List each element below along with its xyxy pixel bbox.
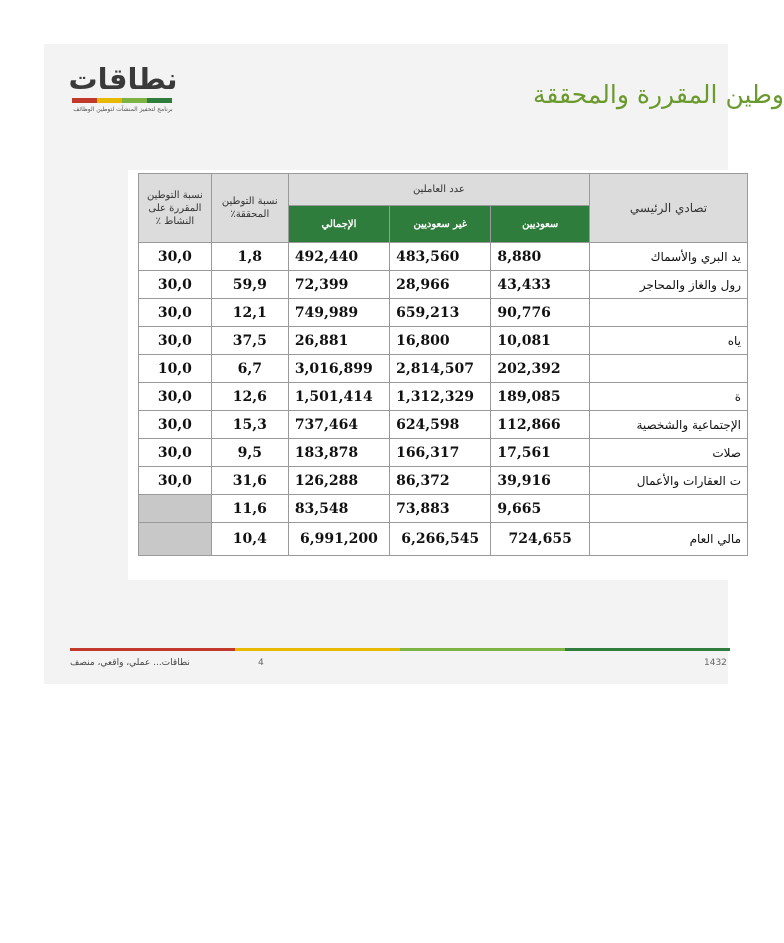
header-workers-group: عدد العاملين xyxy=(288,174,589,206)
cell-required: 30,0 xyxy=(139,383,212,411)
header-required-ratio: نسبة التوطين المقررة على النشاط ٪ xyxy=(139,174,212,243)
cell-non-saudi: 166,317 xyxy=(390,439,491,467)
cell-non-saudi: 1,312,329 xyxy=(390,383,491,411)
logo-subtitle: برنامج لتحفيز المنشآت لتوطين الوظائف xyxy=(73,106,173,113)
cell-achieved: 1,8 xyxy=(211,243,288,271)
cell-activity: ياه xyxy=(590,327,748,355)
logo-wordmark: نطاقات xyxy=(68,62,178,96)
cell-saudi: 17,561 xyxy=(491,439,590,467)
cell-achieved: 9,5 xyxy=(211,439,288,467)
cell-required xyxy=(139,523,212,556)
cell-total: 749,989 xyxy=(288,299,389,327)
header-activity: تصادي الرئيسي xyxy=(590,174,748,243)
cell-required: 30,0 xyxy=(139,439,212,467)
cell-total: 126,288 xyxy=(288,467,389,495)
table-row xyxy=(139,467,748,495)
cell-required: 30,0 xyxy=(139,467,212,495)
cell-non-saudi: 624,598 xyxy=(390,411,491,439)
cell-non-saudi: 86,372 xyxy=(390,467,491,495)
cell-achieved: 11,6 xyxy=(211,495,288,523)
cell-non-saudi: 6,266,545 xyxy=(390,523,491,556)
cell-saudi: 39,916 xyxy=(491,467,590,495)
cell-non-saudi: 2,814,507 xyxy=(390,355,491,383)
cell-saudi: 724,655 xyxy=(491,523,590,556)
cell-required: 30,0 xyxy=(139,299,212,327)
header-saudi: سعوديين xyxy=(491,206,590,243)
table-frame xyxy=(128,170,748,580)
cell-achieved: 12,6 xyxy=(211,383,288,411)
cell-total: 26,881 xyxy=(288,327,389,355)
table-row xyxy=(139,355,748,383)
cell-saudi: 10,081 xyxy=(491,327,590,355)
cell-total: 83,548 xyxy=(288,495,389,523)
header-non-saudi: غير سعوديين xyxy=(390,206,491,243)
cell-required: 10,0 xyxy=(139,355,212,383)
cell-activity: الإجتماعية والشخصية xyxy=(590,411,748,439)
logo-color-bar xyxy=(72,98,172,103)
slide-title: وطين المقررة والمحققة xyxy=(533,80,784,109)
cell-activity: ت العقارات والأعمال xyxy=(590,467,748,495)
cell-achieved: 59,9 xyxy=(211,271,288,299)
cell-total: 737,464 xyxy=(288,411,389,439)
cell-saudi: 202,392 xyxy=(491,355,590,383)
table-row xyxy=(139,327,748,355)
cell-achieved: 31,6 xyxy=(211,467,288,495)
saudization-table xyxy=(138,173,748,556)
cell-activity xyxy=(590,355,748,383)
cell-required: 30,0 xyxy=(139,411,212,439)
cell-saudi: 9,665 xyxy=(491,495,590,523)
cell-saudi: 189,085 xyxy=(491,383,590,411)
footer-tagline: نطاقات... عملي، واقعي، منصف xyxy=(70,658,190,668)
header-total: الإجمالي xyxy=(288,206,389,243)
page-number: 4 xyxy=(258,658,264,668)
cell-non-saudi: 483,560 xyxy=(390,243,491,271)
table-row xyxy=(139,495,748,523)
cell-activity xyxy=(590,495,748,523)
cell-total: 183,878 xyxy=(288,439,389,467)
cell-total: 1,501,414 xyxy=(288,383,389,411)
nitaqat-logo xyxy=(68,60,178,122)
cell-activity: رول والغاز والمحاجر xyxy=(590,271,748,299)
cell-activity: ة xyxy=(590,383,748,411)
cell-achieved: 12,1 xyxy=(211,299,288,327)
cell-non-saudi: 16,800 xyxy=(390,327,491,355)
cell-total: 72,399 xyxy=(288,271,389,299)
cell-achieved: 6,7 xyxy=(211,355,288,383)
cell-saudi: 112,866 xyxy=(491,411,590,439)
cell-activity: يد البري والأسماك xyxy=(590,243,748,271)
cell-total: 492,440 xyxy=(288,243,389,271)
cell-activity xyxy=(590,299,748,327)
cell-required: 30,0 xyxy=(139,271,212,299)
table-row xyxy=(139,411,748,439)
cell-achieved: 10,4 xyxy=(211,523,288,556)
cell-required xyxy=(139,495,212,523)
table-row xyxy=(139,271,748,299)
cell-total: 3,016,899 xyxy=(288,355,389,383)
cell-non-saudi: 28,966 xyxy=(390,271,491,299)
total-row xyxy=(139,523,748,556)
cell-achieved: 37,5 xyxy=(211,327,288,355)
footer-color-line xyxy=(70,648,730,651)
slide xyxy=(44,44,784,684)
cell-required: 30,0 xyxy=(139,327,212,355)
footer-year: 1432 xyxy=(704,658,727,668)
cell-total: 6,991,200 xyxy=(288,523,389,556)
table-row xyxy=(139,439,748,467)
cell-saudi: 90,776 xyxy=(491,299,590,327)
cell-non-saudi: 659,213 xyxy=(390,299,491,327)
header-achieved-ratio: نسبة التوطين المحققة٪ xyxy=(211,174,288,243)
cell-activity: مالي العام xyxy=(590,523,748,556)
cell-achieved: 15,3 xyxy=(211,411,288,439)
table-row xyxy=(139,243,748,271)
table-row xyxy=(139,299,748,327)
cell-saudi: 8,880 xyxy=(491,243,590,271)
cell-saudi: 43,433 xyxy=(491,271,590,299)
table-row xyxy=(139,383,748,411)
cell-required: 30,0 xyxy=(139,243,212,271)
cell-non-saudi: 73,883 xyxy=(390,495,491,523)
cell-activity: صلات xyxy=(590,439,748,467)
